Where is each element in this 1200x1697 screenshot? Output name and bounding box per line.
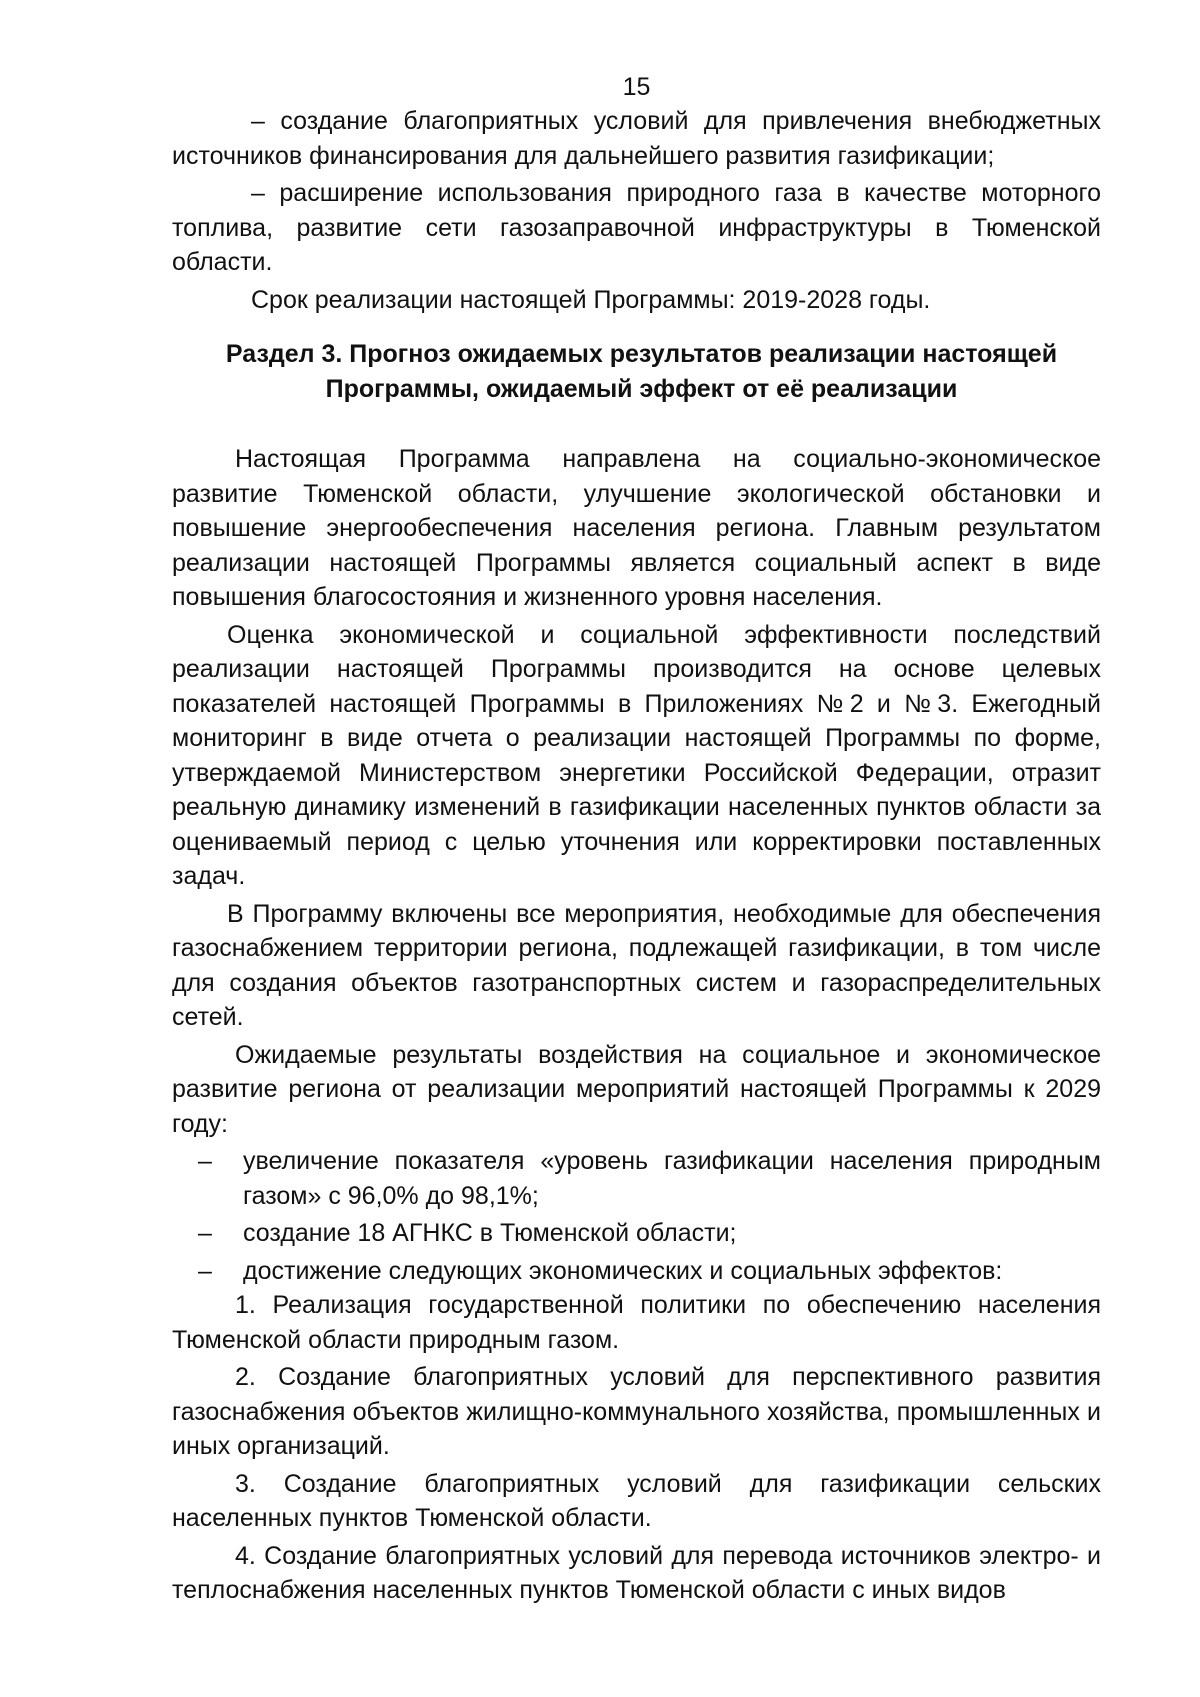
body-paragraph-2: Оценка экономической и социальной эффективности последствий реализации настоящей Программы производится на основе целевых показателей настоящей Программы в Приложениях №2 и №3. Ежегодный мониторинг в виде отчета о реализации настоящей Программы по форме, утверждаемой Министерством энергетики Российской Федерации, отразит реальную динамику изменений в газификации населенных пунктов области за оцениваемый период с целью уточнения или корректировки поставленных задач. <box>172 620 1101 890</box>
list-item-text: достижение следующих экономических и социальных эффектов: <box>243 1256 1003 1285</box>
intro-paragraph-3: Срок реализации настоящей Программы: 2019-2028 годы. <box>251 285 931 314</box>
intro-paragraph-2: – расширение использования природного газа в качестве моторного топлива, развитие сети газозаправочной инфраструктуры в Тюменской области. <box>172 179 1101 276</box>
section-heading-line-1: Раздел 3. Прогноз ожидаемых результатов реализации настоящей <box>225 340 1058 368</box>
page-number: 15 <box>622 73 651 101</box>
dash-marker: – <box>198 1219 212 1247</box>
body-paragraph-1: Настоящая Программа направлена на социально-экономическое развитие Тюменской области, улучшение экологической обстановки и повышение энергообеспечения населения региона. Главным результатом реализации настоящей Программы является социальный аспект в виде повышения благосостояния и жизненного уровня населения. <box>172 445 1101 611</box>
dash-marker: – <box>198 1147 212 1175</box>
section-heading <box>172 337 1101 406</box>
numbered-paragraph-2: 2. Создание благоприятных условий для перспективного развития газоснабжения объектов жилищно-коммунального хозяйства, промышленных и иных организаций. <box>172 1363 1101 1460</box>
list-item <box>172 1144 1101 1213</box>
numbered-paragraph-1: 1. Реализация государственной политики по обеспечению населения Тюменской области природным газом. <box>172 1291 1101 1354</box>
numbered-paragraph-4: 4. Создание благоприятных условий для перевода источников электро- и теплоснабжения населенных пунктов Тюменской области с иных видов <box>172 1541 1101 1604</box>
dash-marker: – <box>198 1256 212 1285</box>
list-item-text: создание 18 АГНКС в Тюменской области; <box>243 1219 737 1247</box>
numbered-paragraph-3: 3. Создание благоприятных условий для газификации сельских населенных пунктов Тюменской области. <box>172 1469 1101 1532</box>
intro-paragraph-1: – создание благоприятных условий для привлечения внебюджетных источников финансирования для дальнейшего развития газификации; <box>172 107 1101 170</box>
body-paragraph-3: В Программу включены все мероприятия, необходимые для обеспечения газоснабжением территории региона, подлежащей газификации, в том числе для создания объектов газотранспортных систем и газораспределительных сетей. <box>172 899 1101 1031</box>
list-item-text: увеличение показателя «уровень газификации населения природным газом» с 96,0% до 98,1%; <box>243 1147 1101 1210</box>
list-item <box>172 1254 1101 1289</box>
list-item <box>172 1216 1101 1251</box>
body-paragraph-4: Ожидаемые результаты воздействия на социальное и экономическое развитие региона от реализации мероприятий настоящей Программы к 2029 году: <box>172 1040 1101 1138</box>
section-heading-line-2: Программы, ожидаемый эффект от её реализации <box>325 374 958 403</box>
